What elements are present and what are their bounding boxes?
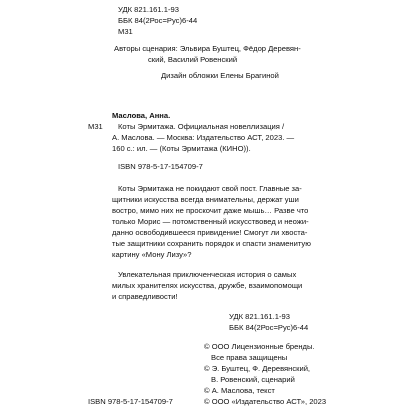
bbk-code-bottom: ББК 84(2Рос=Рус)6-44 (229, 323, 309, 332)
record-author: Маслова, Анна. (112, 111, 171, 120)
copyright-line: Все права защищены (211, 353, 288, 362)
annotation-line: данно освободившееся привидение! Смогут ли хвоста- (112, 228, 308, 237)
annotation-line: щитники искусства всегда внимательны, держат уши (112, 195, 299, 204)
isbn-bottom: ISBN 978-5-17-154709-7 (88, 397, 173, 406)
udk-code-top: УДК 821.161.1-93 (118, 5, 179, 14)
annotation-line: тые защитники сохранить порядок и спасти знаменитую (112, 239, 311, 248)
record-description-line1: Коты Эрмитажа. Официальная новеллизация / (118, 122, 285, 131)
udk-code-bottom: УДК 821.161.1-93 (229, 312, 290, 321)
cover-design-credit: Дизайн обложки Елены Брагиной (161, 71, 279, 80)
summary-line: Увлекательная приключенческая история о самых (118, 270, 297, 279)
author-mark-top: М31 (118, 27, 133, 36)
copyright-line: © ООО «Издательство АСТ», 2023 (204, 397, 327, 406)
summary-line: милых хранителях искусства, дружбе, взаимопомощи (112, 281, 303, 290)
summary-line: и справедливости! (112, 292, 178, 301)
record-author-mark: М31 (88, 122, 103, 131)
annotation-line: только Морис — потомственный искусствовед и неожи- (112, 217, 309, 226)
record-description-line2: А. Маслова. — Москва: Издательство АСТ, 2023. — (112, 133, 295, 142)
annotation-line: картину «Мону Лизу»? (112, 250, 192, 259)
annotation-line: Коты Эрмитажа не покидают свой пост. Главные за- (118, 184, 302, 193)
copyright-line: © А. Маслова, текст (204, 386, 275, 395)
copyright-line: © Э. Буштец, Ф. Деревянский, (204, 364, 311, 373)
copyright-line: В. Ровенский, сценарий (211, 375, 295, 384)
scenario-credit-line1: Авторы сценария: Эльвира Буштец, Фёдор Деревян- (114, 44, 301, 53)
copyright-line: © ООО Лицензионные бренды. (204, 342, 315, 351)
annotation-line: востро, мимо них не проскочит даже мышь… Разве что (112, 206, 309, 215)
scenario-credit-line2: ский, Василий Ровенский (148, 55, 238, 64)
bbk-code-top: ББК 84(2Рос=Рус)6-44 (118, 16, 198, 25)
record-description-line3: 160 с.: ил. — (Коты Эрмитажа (КИНО)). (112, 144, 251, 153)
record-isbn: ISBN 978-5-17-154709-7 (118, 162, 203, 171)
